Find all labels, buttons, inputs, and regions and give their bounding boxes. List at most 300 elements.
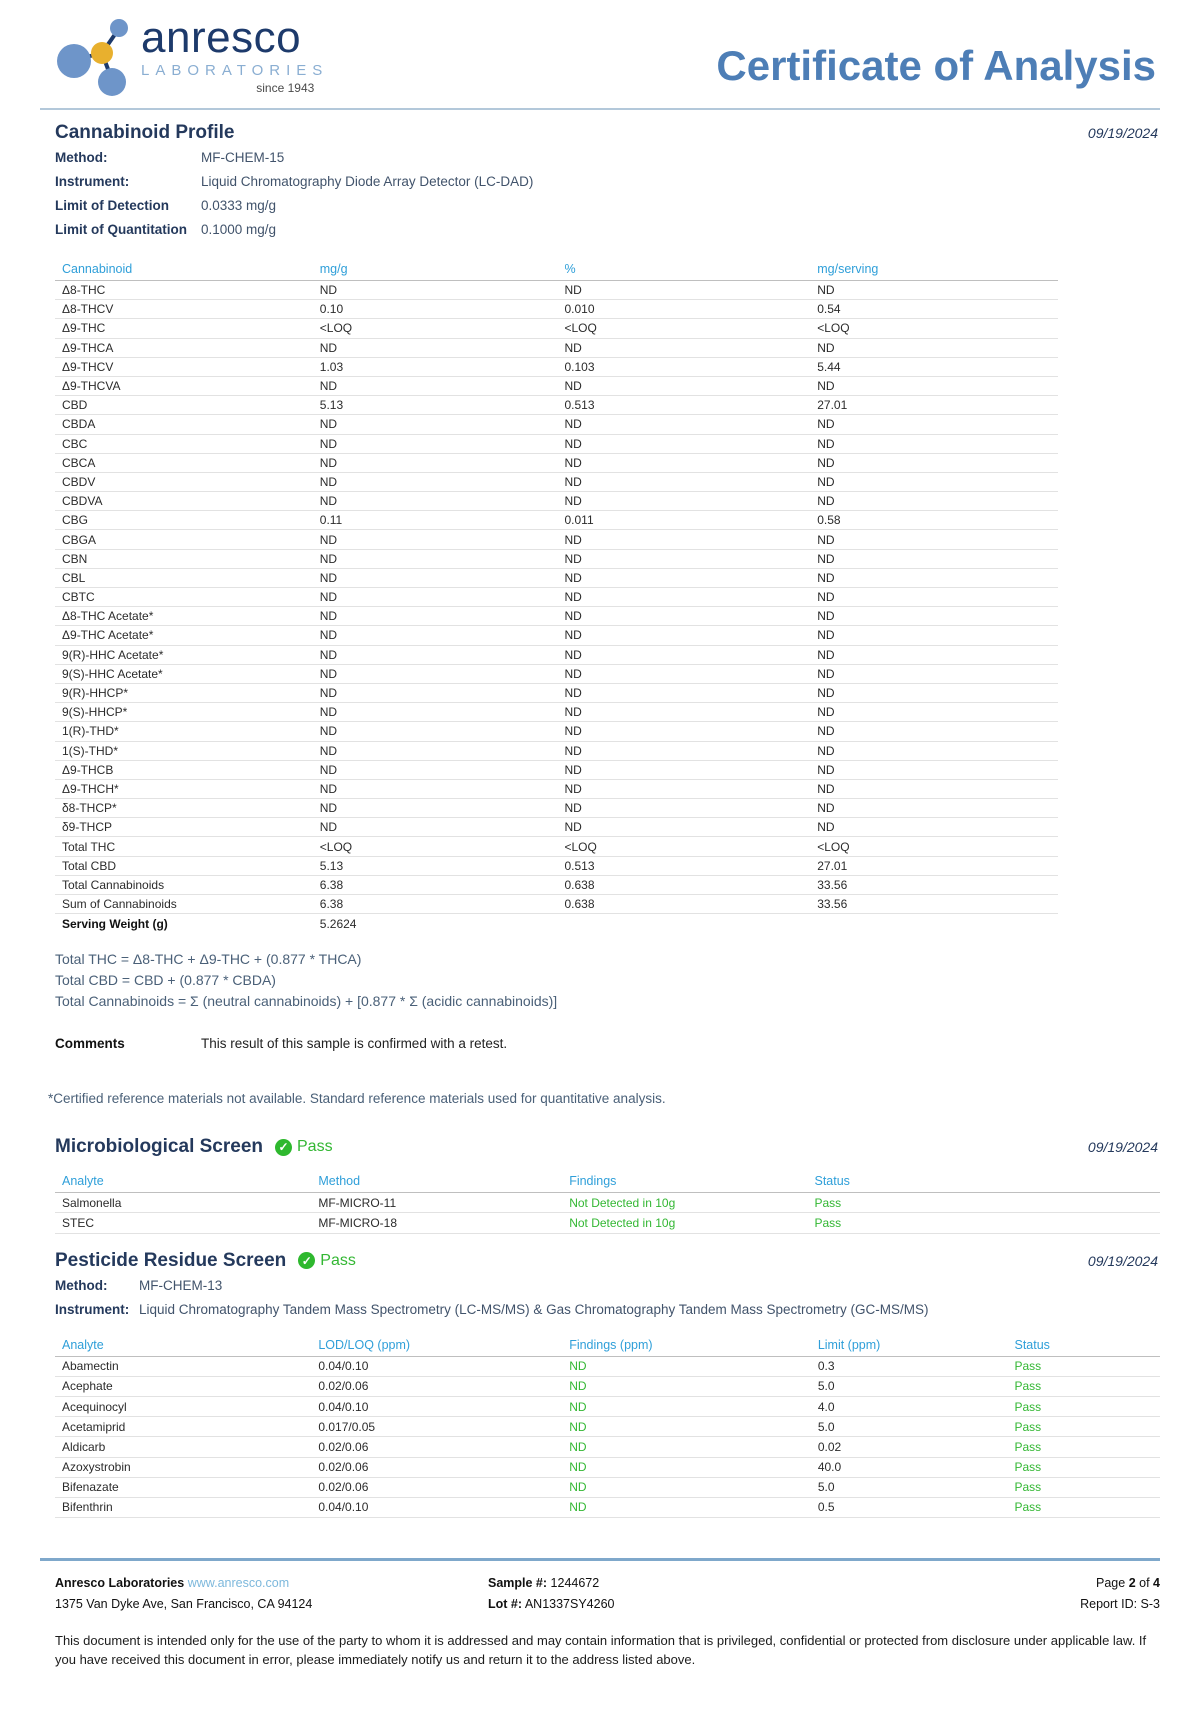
value-mg-g: ND [319,340,338,355]
lab-name: Anresco Laboratories [55,1576,185,1590]
pesticide-instrument-row [55,1298,1160,1322]
pesticide-row [55,1458,1160,1478]
value-mg-serving: ND [817,570,835,585]
page-title: Certificate of Analysis [716,42,1156,89]
value-mg-serving: ND [817,340,835,355]
anresco-logo [55,13,329,100]
page-total: 4 [1153,1576,1160,1590]
value-mg-g: ND [319,647,338,662]
value-percent: ND [564,340,582,355]
cannabinoid-row [55,857,1058,876]
cannabinoid-row [55,895,1058,914]
cannabinoid-section-header [55,122,1160,144]
value-mg-serving: ND [817,417,835,432]
column-header-mg-g: mg/g [319,262,348,276]
cannabinoid-row [55,530,1058,549]
cannabinoid-row [55,742,1058,761]
cannabinoid-name: Δ8-THC Acetate* [62,609,154,624]
value-mg-g: 0.11 [319,513,343,528]
cannabinoid-name: CBDVA [62,494,103,509]
cannabinoid-section-date: 09/19/2024 [1087,125,1158,141]
value-mg-g: ND [319,474,338,489]
logo-subtitle: LABORATORIES [141,62,329,79]
cannabinoid-row [55,569,1058,588]
cannabinoid-row [55,703,1058,722]
value-mg-g: ND [319,532,338,547]
pesticide-row [55,1397,1160,1417]
findings-value: ND [569,1359,587,1374]
value-mg-serving: ND [817,494,835,509]
formula-total-cannabinoids: Total Cannabinoids = Σ (neutral cannabinoids) + [0.877 * Σ (acidic cannabinoids)] [55,993,558,1010]
value-mg-serving: 27.01 [817,858,848,873]
value-mg-serving: <LOQ [817,839,850,854]
analyte-name: Salmonella [62,1195,122,1210]
findings-value: ND [569,1379,587,1394]
value-percent: 0.103 [564,359,595,374]
lod-loq-value: 0.02/0.06 [318,1460,369,1475]
value-percent: ND [564,590,582,605]
value-mg-g: ND [319,801,338,816]
lod-loq-value: 0.04/0.10 [318,1500,369,1515]
logo-name: anresco [141,13,302,62]
serving-weight-label: Serving Weight (g) [62,916,168,931]
value-mg-g: ND [319,743,338,758]
value-percent: ND [564,283,582,298]
loq-value: 0.1000 mg/g [201,222,277,237]
status-value: Pass [1014,1399,1042,1414]
column-header-analyte: Analyte [62,1337,104,1352]
micro-title-text: Microbiological Screen [55,1136,263,1158]
instrument-label: Instrument: [55,174,130,189]
value-percent: ND [564,820,582,835]
cannabinoid-name: CBTC [62,590,95,605]
cannabinoid-row [55,607,1058,626]
micro-row [55,1213,1160,1233]
value-percent: ND [564,532,582,547]
column-header-lod-loq: LOD/LOQ (ppm) [318,1337,411,1352]
value-mg-g: 5.13 [319,858,344,873]
value-mg-g: ND [319,455,338,470]
cannabinoid-table [55,258,1058,933]
analyte-name: Acetamiprid [62,1419,126,1434]
cannabinoid-table-body [55,281,1058,914]
value-mg-serving: 5.44 [817,359,841,374]
limit-value: 0.02 [817,1439,842,1454]
analyte-name: Bifenthrin [62,1500,113,1515]
cannabinoid-name: 9(S)-HHCP* [62,705,128,720]
pesticide-section-title [55,1250,356,1272]
lod-loq-value: 0.02/0.06 [318,1379,369,1394]
status-value: Pass [1014,1379,1042,1394]
value-percent: 0.638 [564,877,595,892]
cannabinoid-name: Δ9-THCA [62,340,114,355]
cannabinoid-name: Total THC [62,839,116,854]
limit-value: 5.0 [817,1379,835,1394]
value-mg-g: ND [319,666,338,681]
value-mg-serving: ND [817,820,835,835]
value-percent: ND [564,666,582,681]
value-mg-serving: ND [817,801,835,816]
micro-section-date: 09/19/2024 [1087,1139,1158,1156]
value-mg-g: ND [319,590,338,605]
column-header-analyte: Analyte [62,1174,104,1189]
column-header-percent: % [564,262,576,276]
cannabinoid-name: 1(R)-THD* [62,724,119,739]
pesticide-row [55,1357,1160,1377]
value-mg-serving: ND [817,379,835,394]
cannabinoid-row [55,684,1058,703]
column-header-limit: Limit (ppm) [817,1337,881,1352]
status-value: Pass [1014,1359,1042,1374]
cannabinoid-row [55,588,1058,607]
cannabinoid-name: Total Cannabinoids [62,877,165,892]
loq-row [55,218,1160,242]
lod-loq-value: 0.02/0.06 [318,1480,369,1495]
column-header-mg-serving: mg/serving [817,262,879,276]
cannabinoid-row [55,761,1058,780]
serving-weight-row [55,914,1058,933]
value-mg-g: ND [319,705,338,720]
value-mg-serving: 0.58 [817,513,841,528]
cannabinoid-row [55,511,1058,530]
page-footer [40,1558,1160,1669]
analyte-name: Azoxystrobin [62,1460,131,1475]
value-mg-g: ND [319,762,338,777]
pesticide-table-header [55,1334,1160,1357]
value-mg-serving: ND [817,474,835,489]
pesticide-pass-badge [298,1252,356,1270]
value-mg-serving: ND [817,743,835,758]
method-value: MF-MICRO-11 [318,1195,397,1210]
micro-section-header [55,1136,1160,1158]
value-mg-g: 6.38 [319,877,344,892]
value-percent: ND [564,570,582,585]
pesticide-method-value: MF-CHEM-13 [139,1277,223,1293]
value-mg-g: 5.13 [319,398,344,413]
value-percent: <LOQ [564,839,597,854]
limit-value: 0.3 [817,1359,835,1374]
sample-number-value: 1244672 [550,1576,600,1590]
value-percent: ND [564,724,582,739]
cannabinoid-name: CBCA [62,455,96,470]
value-mg-serving: ND [817,455,835,470]
page-number: 2 [1128,1576,1136,1590]
column-header-cannabinoid: Cannabinoid [62,262,133,276]
lod-loq-value: 0.04/0.10 [318,1399,369,1414]
value-mg-serving: ND [817,647,835,662]
pesticide-table-body [55,1357,1160,1519]
value-mg-serving: ND [817,781,835,796]
lot-number-label: Lot #: [488,1597,523,1611]
cannabinoid-row [55,550,1058,569]
pesticide-row [55,1437,1160,1457]
value-percent: ND [564,705,582,720]
value-percent: ND [564,628,582,643]
cannabinoid-row [55,435,1058,454]
value-mg-serving: ND [817,532,835,547]
pesticide-pass-label: Pass [320,1251,356,1269]
value-percent: ND [564,417,582,432]
instrument-value: Liquid Chromatography Diode Array Detector (LC-DAD) [201,174,534,189]
lod-value: 0.0333 mg/g [201,198,277,213]
pesticide-instrument-label: Instrument: [55,1301,130,1317]
value-mg-serving: ND [817,666,835,681]
header-divider [40,108,1160,110]
value-mg-g: ND [319,283,338,298]
formula-total-cbd: Total CBD = CBD + (0.877 * CBDA) [55,972,276,989]
column-header-findings: Findings [569,1174,617,1189]
cannabinoid-row [55,492,1058,511]
value-percent: ND [564,743,582,758]
value-mg-g: 1.03 [319,359,344,374]
cannabinoid-row [55,300,1058,319]
lod-loq-value: 0.04/0.10 [318,1359,369,1374]
pesticide-row [55,1478,1160,1498]
findings-value: ND [569,1399,587,1414]
comments-label: Comments [55,1036,125,1052]
value-mg-serving: ND [817,762,835,777]
status-value: Pass [1014,1439,1042,1454]
cannabinoid-row [55,415,1058,434]
cannabinoid-row [55,876,1058,895]
footer-divider [40,1558,1160,1561]
website-link[interactable]: www.anresco.com [187,1576,290,1590]
value-mg-serving: ND [817,590,835,605]
analyte-name: Bifenazate [62,1480,119,1495]
value-mg-g: ND [319,436,338,451]
value-percent: 0.011 [564,513,594,528]
cannabinoid-name: Δ9-THCV [62,359,114,374]
serving-weight-value: 5.2624 [319,916,357,931]
value-mg-g: ND [319,628,338,643]
pesticide-method-label: Method: [55,1277,108,1293]
status-value: Pass [1014,1460,1042,1475]
value-mg-g: <LOQ [319,839,353,854]
micro-pass-badge [275,1138,333,1156]
cannabinoid-name: 9(R)-HHCP* [62,686,128,701]
limit-value: 5.0 [817,1419,835,1434]
value-mg-g: <LOQ [319,321,353,336]
cannabinoid-name: Δ8-THC [62,283,106,298]
pesticide-table [55,1334,1160,1519]
sample-number-label: Sample #: [488,1576,548,1590]
cannabinoid-name: 1(S)-THD* [62,743,118,758]
value-mg-g: ND [319,686,338,701]
formula-total-thc: Total THC = Δ8-THC + Δ9-THC + (0.877 * THCA) [55,951,362,968]
cannabinoid-row [55,837,1058,856]
limit-value: 4.0 [817,1399,835,1414]
analyte-name: STEC [62,1215,95,1230]
value-percent: ND [564,647,582,662]
check-circle-icon: ✓ [298,1252,315,1269]
limit-value: 0.5 [817,1500,835,1515]
limit-value: 40.0 [817,1460,842,1475]
cannabinoid-row [55,665,1058,684]
value-percent: 0.513 [564,398,595,413]
value-mg-serving: 33.56 [817,897,848,912]
cannabinoid-name: CBGA [62,532,97,547]
value-percent: ND [564,609,582,624]
loq-label: Limit of Quantitation [55,222,187,237]
value-percent: ND [564,436,582,451]
cannabinoid-row [55,780,1058,799]
value-percent: 0.513 [564,858,595,873]
findings-value: Not Detected in 10g [569,1195,676,1210]
cannabinoid-name: CBC [62,436,88,451]
value-mg-g: ND [319,820,338,835]
value-mg-serving: ND [817,283,835,298]
cannabinoid-row [55,319,1058,338]
method-value: MF-CHEM-15 [201,150,285,165]
report-id: Report ID: S-3 [1080,1597,1160,1611]
cannabinoid-name: δ9-THCP [62,820,113,835]
cannabinoid-name: Δ9-THCB [62,762,114,777]
findings-value: ND [569,1439,587,1454]
value-percent: 0.010 [564,302,595,317]
cannabinoid-name: CBDA [62,417,96,432]
cannabinoid-row [55,358,1058,377]
value-mg-serving: ND [817,724,835,739]
findings-value: ND [569,1500,587,1515]
reference-footnote: *Certified reference materials not available. Standard reference materials used for quantitative analysis. [48,1091,666,1107]
method-value: MF-MICRO-18 [318,1215,398,1230]
value-mg-g: ND [319,781,338,796]
micro-pass-label: Pass [297,1138,333,1156]
cannabinoid-row [55,799,1058,818]
micro-table-body [55,1193,1160,1233]
value-percent: ND [564,801,582,816]
value-percent: ND [564,474,582,489]
lod-loq-value: 0.017/0.05 [318,1419,376,1434]
value-mg-g: ND [319,724,338,739]
value-mg-serving: ND [817,705,835,720]
value-mg-serving: 33.56 [817,877,848,892]
calculation-formulas [55,949,1160,1012]
value-mg-g: ND [319,551,338,566]
value-mg-g: ND [319,417,338,432]
value-percent: ND [564,379,582,394]
method-label: Method: [55,150,108,165]
status-value: Pass [814,1195,842,1210]
status-value: Pass [814,1215,842,1230]
logo-since: since 1943 [256,81,315,95]
pesticide-row [55,1498,1160,1518]
value-percent: ND [564,551,582,566]
cannabinoid-name: Δ8-THCV [62,302,114,317]
column-header-findings: Findings (ppm) [569,1337,653,1352]
cannabinoid-row [55,818,1058,837]
column-header-status: Status [814,1174,850,1189]
cannabinoid-row [55,626,1058,645]
instrument-row [55,170,1160,194]
method-row [55,146,1160,170]
comments-text: This result of this sample is confirmed with a retest. [201,1036,508,1052]
findings-value: ND [569,1480,587,1495]
cannabinoid-name: 9(S)-HHC Acetate* [62,666,163,681]
value-percent: ND [564,762,582,777]
value-mg-g: 0.10 [319,302,344,317]
value-mg-serving: ND [817,628,835,643]
lod-loq-value: 0.02/0.06 [318,1439,369,1454]
cannabinoid-row [55,377,1058,396]
cannabinoid-name: 9(R)-HHC Acetate* [62,647,164,662]
analyte-name: Abamectin [62,1359,119,1374]
micro-table-header [55,1170,1160,1193]
pesticide-title-text: Pesticide Residue Screen [55,1249,287,1271]
value-percent: ND [564,686,582,701]
value-percent: ND [564,455,582,470]
pesticide-instrument-value: Liquid Chromatography Tandem Mass Spectrometry (LC-MS/MS) & Gas Chromatography Tandem Mass Spectrometry (GC-MS/MS) [139,1301,929,1317]
value-mg-g: ND [319,609,338,624]
status-value: Pass [1014,1480,1042,1495]
cannabinoid-name: CBDV [62,474,96,489]
cannabinoid-name: CBG [62,513,89,528]
value-mg-serving: ND [817,436,835,451]
cannabinoid-section-title: Cannabinoid Profile [55,122,235,143]
limit-value: 5.0 [817,1480,835,1495]
cannabinoid-name: CBL [62,570,86,585]
cannabinoid-name: CBN [62,551,88,566]
page-indicator: Page 2 of 4 [1096,1576,1160,1590]
value-mg-serving: ND [817,551,835,566]
cannabinoid-name: Δ9-THCVA [62,379,121,394]
value-mg-serving: ND [817,686,835,701]
cannabinoid-name: Δ9-THC [62,321,106,336]
status-value: Pass [1014,1500,1042,1515]
findings-value: ND [569,1460,587,1475]
findings-value: Not Detected in 10g [569,1215,676,1230]
column-header-status: Status [1014,1337,1050,1352]
cannabinoid-row [55,339,1058,358]
lod-row [55,194,1160,218]
status-value: Pass [1014,1419,1042,1434]
value-mg-serving: 0.54 [817,302,841,317]
pesticide-row [55,1417,1160,1437]
micro-section-title [55,1136,333,1158]
pesticide-section-header [55,1250,1160,1272]
lot-number-value: AN1337SY4260 [524,1597,615,1611]
value-mg-g: ND [319,379,338,394]
cannabinoid-table-header [55,258,1058,281]
value-percent: ND [564,781,582,796]
value-percent: 0.638 [564,897,595,912]
pesticide-method-row [55,1274,1160,1298]
value-mg-serving: <LOQ [817,321,850,336]
value-mg-serving: ND [817,609,835,624]
lab-address: 1375 Van Dyke Ave, San Francisco, CA 94124 [55,1597,313,1611]
cannabinoid-row [55,454,1058,473]
cannabinoid-row [55,722,1058,741]
pesticide-row [55,1377,1160,1397]
legal-disclaimer: This document is intended only for the use of the party to whom it is addressed and may contain information that is privileged, confidential or protected from disclosure under applicable law. If you have received this document in error, please immediately notify us and return it to the address listed above. [55,1633,1147,1667]
value-mg-g: ND [319,494,338,509]
cannabinoid-name: Δ9-THCH* [62,781,119,796]
cannabinoid-row [55,281,1058,300]
check-circle-icon: ✓ [275,1139,292,1156]
analyte-name: Acequinocyl [62,1399,127,1414]
pesticide-section-date: 09/19/2024 [1087,1252,1158,1269]
cannabinoid-row [55,396,1058,415]
cannabinoid-name: CBD [62,398,88,413]
findings-value: ND [569,1419,587,1434]
page-header [0,0,1200,100]
cannabinoid-row [55,646,1058,665]
micro-table [55,1170,1160,1233]
molecule-icon [55,16,135,100]
cannabinoid-name: δ8-THCP* [62,801,117,816]
micro-row [55,1193,1160,1213]
value-percent: <LOQ [564,321,597,336]
